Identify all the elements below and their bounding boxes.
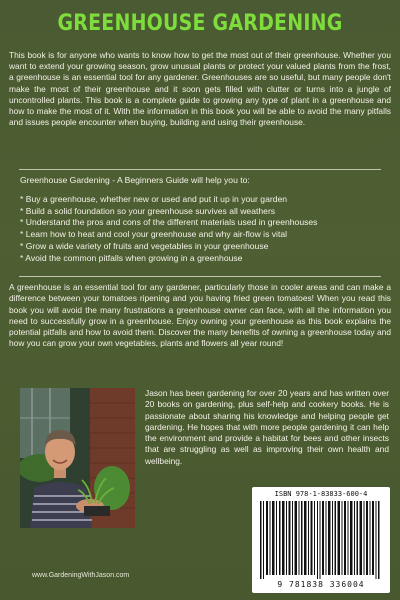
author-photo-illustration bbox=[20, 388, 135, 528]
intro-paragraph: This book is for anyone who wants to know how to get the most out of their greenhouse. Whether you want to extend your growing season, grow unusual plants or protect your valued plants from the frost, a greenhouse is an essential tool for any gardener. Greenhouses are so useful, but many people don't make the most of their greenhouse and it soon gets filled with clutter or turns into a jungle of uncontrolled plants. This book is a complete guide to growing any type of plant in a greenhouse and how to make the most of it. With the information in this book you will be able to avoid the many pitfalls and issues people encounter when buying, building and using their greenhouse. bbox=[9, 50, 391, 128]
isbn-label: ISBN 978-1-83833-600-4 bbox=[274, 490, 368, 498]
list-item: * Buy a greenhouse, whether new or used and put it up in your garden bbox=[20, 194, 288, 204]
guide-heading: Greenhouse Gardening - A Beginners Guide will help you to: bbox=[20, 175, 250, 185]
benefits-list bbox=[20, 194, 380, 264]
divider-bottom bbox=[19, 276, 381, 277]
author-bio: Jason has been gardening for over 20 years and has written over 20 books on gardening, plus self-help and cookery books. He is passionate about sharing his knowledge and helping people get gardening. He hopes that with more people gardening it can help the environment and provide a habitat for bees and other insects that are struggling as well as improving their own health and wellbeing. bbox=[145, 388, 389, 466]
list-item: * Build a solid foundation so your greenhouse survives all weathers bbox=[20, 205, 276, 216]
barcode-bars bbox=[258, 501, 384, 579]
author-photo bbox=[20, 388, 135, 528]
list-item: * Grow a wide variety of fruits and vegetables in your greenhouse bbox=[20, 240, 269, 251]
isbn-barcode bbox=[252, 487, 390, 593]
website-url: www.GardeningWithJason.com bbox=[32, 572, 130, 579]
list-item: * Avoid the common pitfalls when growing in a greenhouse bbox=[20, 252, 243, 263]
barcode-digits: 9 781838 336004 bbox=[277, 580, 365, 589]
list-item: * Understand the pros and cons of the different materials used in greenhouses bbox=[20, 217, 318, 228]
book-title: GREENHOUSE GARDENING bbox=[57, 10, 343, 36]
divider-top bbox=[19, 169, 381, 170]
second-paragraph: A greenhouse is an essential tool for any gardener, particularly those in cooler areas and can make a difference between your tomatoes ripening and you having fried green tomatoes! When you read this book you will avoid the many frustrations a greenhouse owner can face, with all the information you need to successfully grow in a greenhouse. Enjoy owning your greenhouse as this book explains the potential pitfalls and how to avoid them. Discover the many benefits of owning a greenhouse today and how you can grow your own vegetables, plants and flowers all year round! bbox=[9, 282, 391, 349]
list-item: * Learn how to heat and cool your greenhouse and why air-flow is vital bbox=[20, 229, 288, 240]
